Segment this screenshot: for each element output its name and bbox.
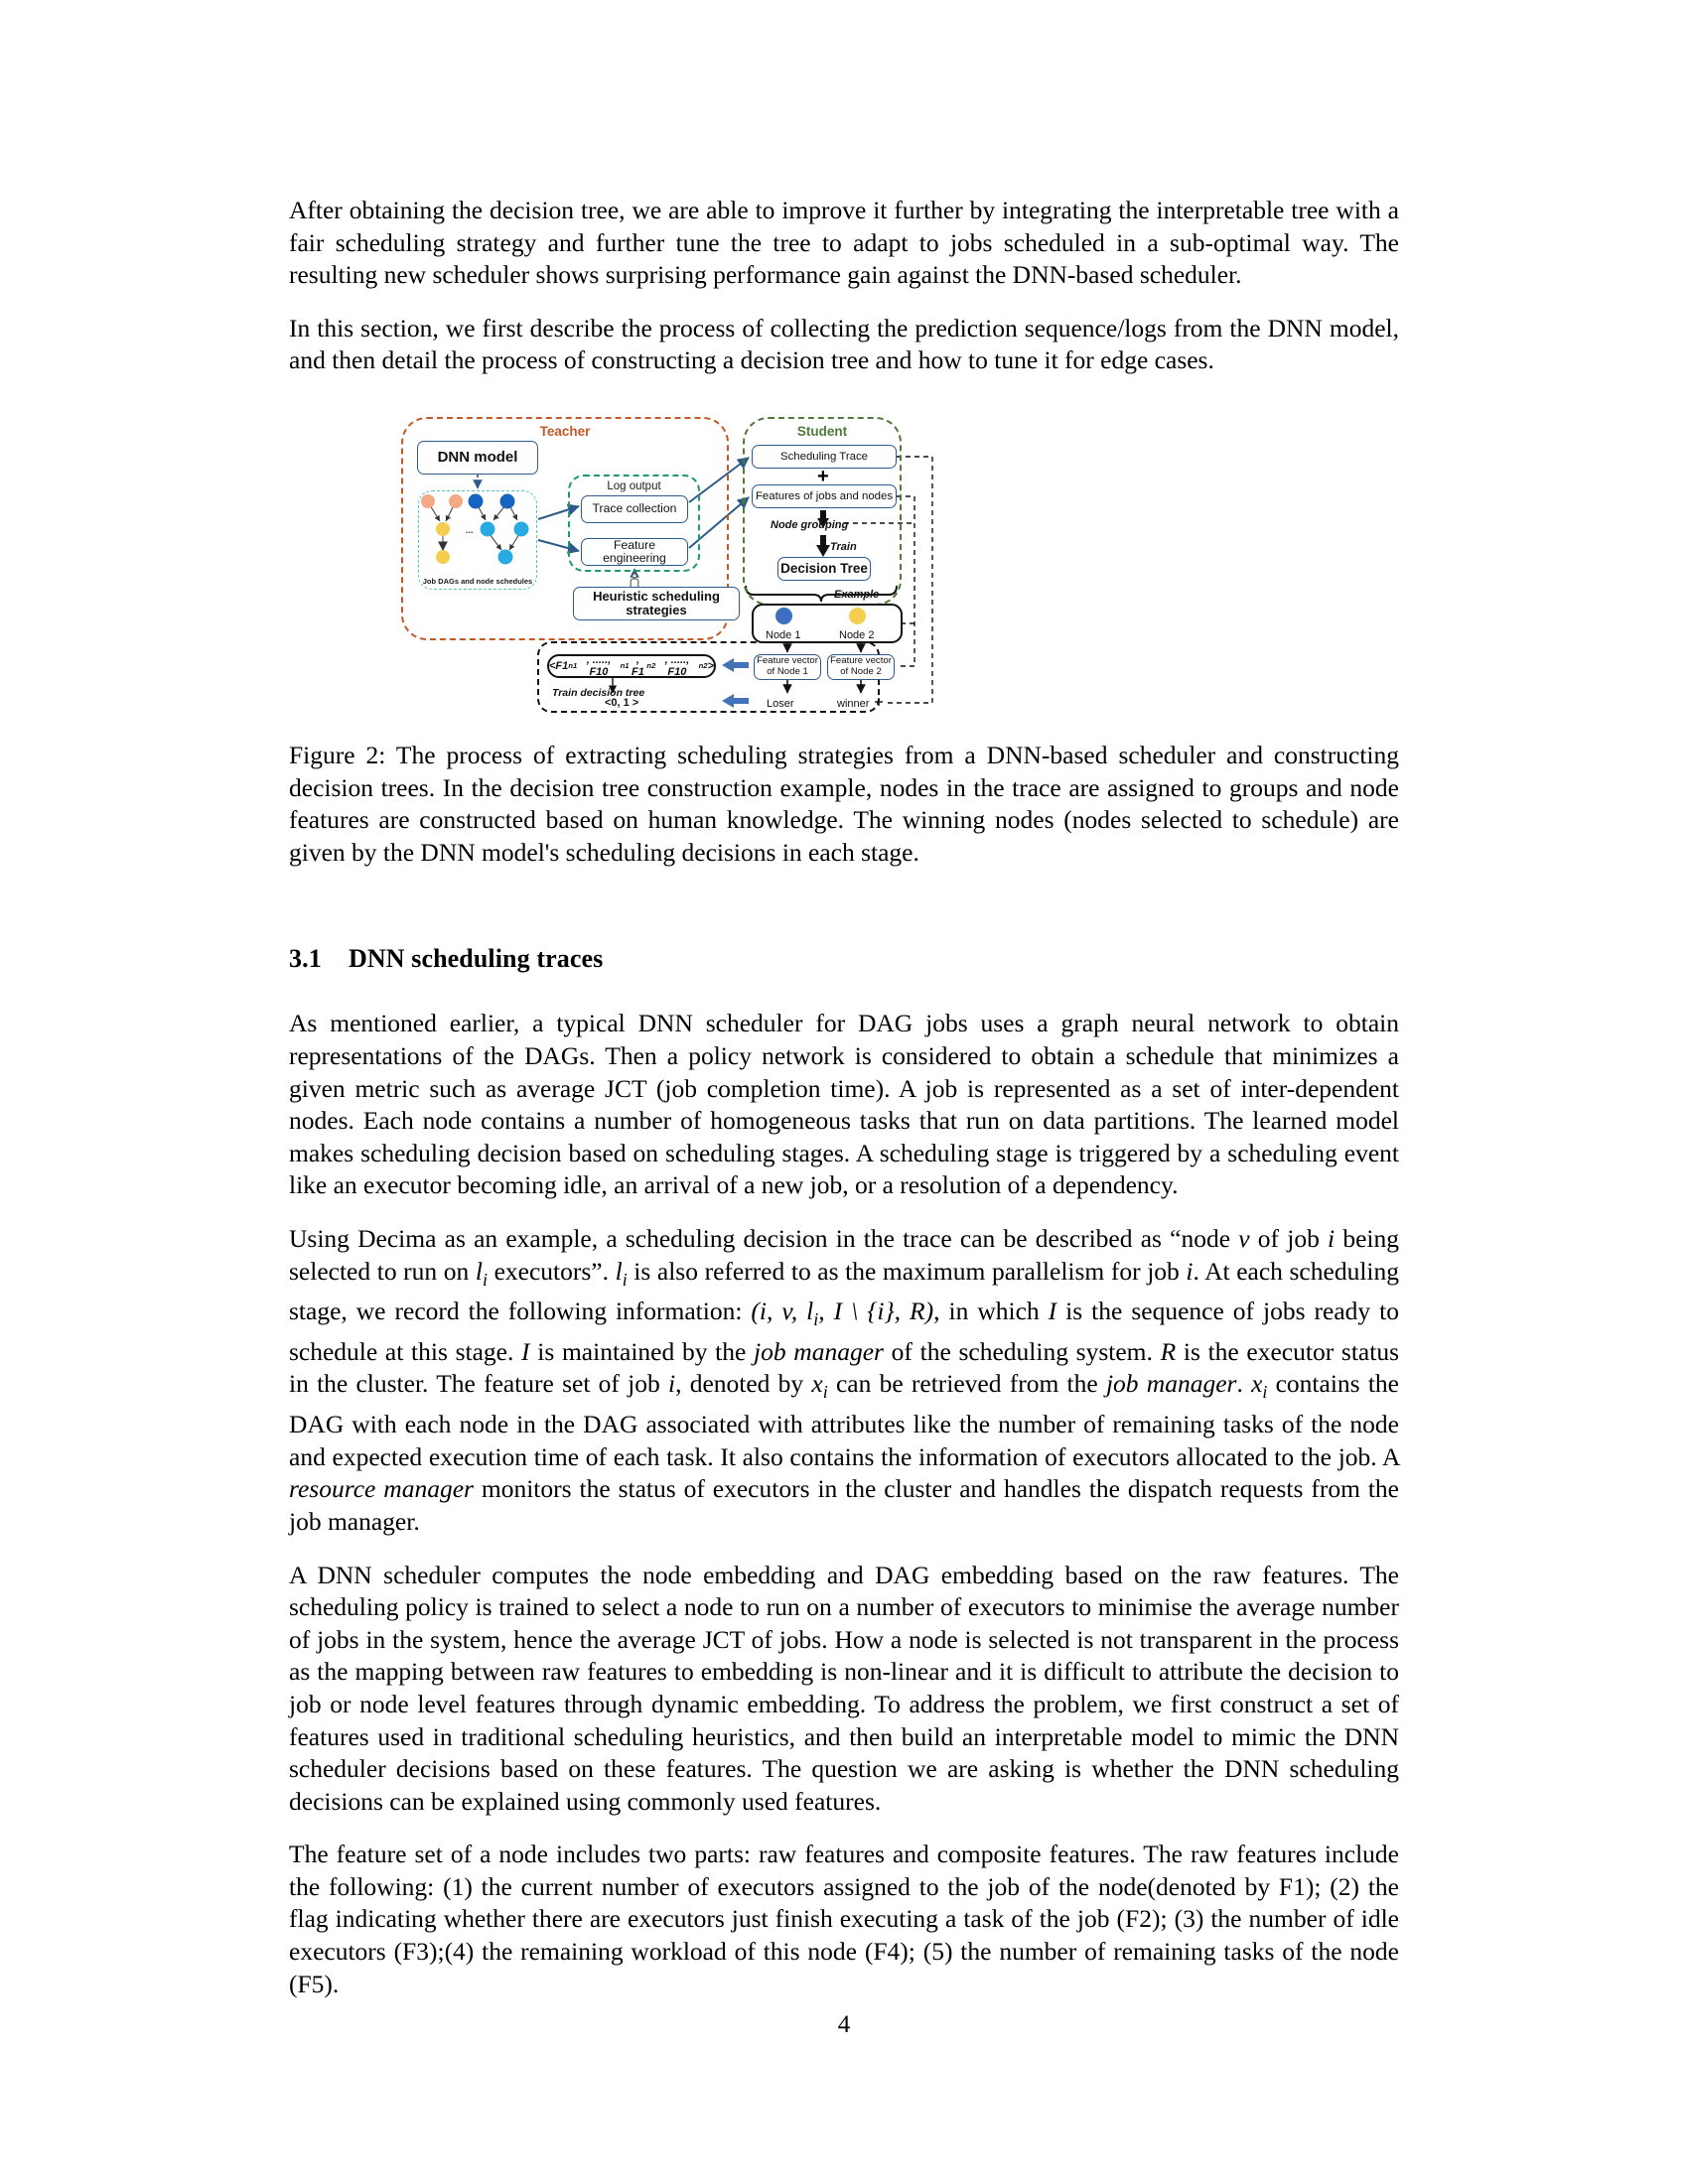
section-title: DNN scheduling traces bbox=[349, 944, 604, 974]
output-vector-label: <0, 1 > bbox=[605, 696, 639, 709]
body-paragraph-2: A DNN scheduler computes the node embedding and DAG embedding based on the raw features. The scheduling policy is trained to select a node to run on a number of executors to minimise the average number of jobs in the system, hence the average JCT of jobs. How a node is selected is not transparent in the process as the mapping between raw features to embedding is non-linear and it is difficult to attribute the decision to job or node level features through dynamic embedding. To address the problem, we first construct a set of features used in traditional scheduling heuristics, and then build an interpretable model to mimic the DNN scheduler decisions based on these features. The question we are asking is whether the DNN scheduling decisions can be explained using commonly used features. bbox=[289, 1560, 1399, 1816]
body-paragraph-3: The feature set of a node includes two parts: raw features and composite features. The raw features include the following: (1) the current number of executors assigned to the job of the node(denoted by F1); (2) the flag indicating whether there are executors just finish executing a task of the job (F2); (3) the number of idle executors (F3);(4) the remaining workload of this node (F4); (5) the number of remaining tasks of the node (F5). bbox=[289, 1840, 1399, 1998]
feature-vector-node1-box: Feature vector of Node 1 bbox=[754, 654, 821, 680]
decision-tree-box: Decision Tree bbox=[777, 557, 871, 581]
figure-2-caption: Figure 2: The process of extracting scheduling strategies from a DNN-based scheduler and constructing decision trees. In the decision tree construction example, nodes in the trace are assigned to groups and node features are constructed based on human knowledge. The winning nodes (nodes selected to schedule) are given by the DNN model's scheduling decisions in each stage. bbox=[289, 740, 1399, 867]
intro-paragraph-1: After obtaining the decision tree, we are able to improve it further by integrating the interpretable tree with a fair scheduling strategy and further tune the tree to adapt to jobs scheduled in a sub-optimal way. The resulting new scheduler shows surprising performance gain against the DNN-based scheduler. bbox=[289, 196, 1399, 290]
log-output-title: Log output bbox=[607, 479, 661, 492]
section-heading-3-1 bbox=[289, 944, 1399, 974]
figure-2-diagram bbox=[396, 403, 1012, 716]
svg-text:...: ... bbox=[466, 524, 474, 535]
scheduling-trace-box: Scheduling Trace bbox=[752, 445, 897, 469]
page-content bbox=[289, 195, 1399, 2021]
node-2-circle-icon bbox=[849, 608, 866, 624]
plus-icon: + bbox=[817, 465, 829, 487]
node-2-label: Node 2 bbox=[839, 628, 875, 641]
body-paragraph-decima: Using Decima as an example, a scheduling decision in the trace can be described as “node v of job i being selected to run on $l_i$ executors”. $l_i$ is also referred to as the maximum parallelism for job i. At each scheduling stage, we record the following information: (i, v, $l_i$, I \ {i}, R), in which I is the sequence of jobs ready to schedule at this stage. I is maintained by the job manager of the scheduling system. R is the executor status in the cluster. The feature set of job i, denoted by $x_i$ can be retrieved from the job manager. $x_i$ contains the DAG with each node in the DAG associated with attributes like the number of remaining tasks of the node and expected execution time of each task. It also contains the information of executors allocated to the job. A resource manager monitors the status of executors in the cluster and handles the dispatch requests from the job manager. bbox=[289, 1223, 1400, 1536]
job-dag-caption: Job DAGs and node schedules bbox=[422, 576, 533, 586]
feature-vector-node2-box: Feature vector of Node 2 bbox=[827, 654, 895, 680]
features-of-jobs-and-nodes-box: Features of jobs and nodes bbox=[752, 484, 897, 508]
figure-2 bbox=[289, 403, 1399, 716]
node-grouping-label: Node grouping bbox=[771, 518, 849, 531]
heuristic-scheduling-strategies-box: Heuristic scheduling strategies bbox=[573, 587, 740, 620]
intro-paragraph-2: In this section, we first describe the process of collecting the prediction sequence/logs from the DNN model, and then detail the process of constructing a decision tree and how to tune it for edge cases. bbox=[289, 313, 1399, 375]
winner-label: winner bbox=[837, 697, 870, 710]
feature-engineering-box: Feature engineering bbox=[581, 538, 688, 566]
dnn-model-box: DNN model bbox=[417, 441, 538, 475]
loser-label: Loser bbox=[767, 697, 794, 710]
train-decision-tree-label: Train decision tree bbox=[552, 686, 645, 699]
body-paragraph-1: As mentioned earlier, a typical DNN scheduler for DAG jobs uses a graph neural network to obtain representations of the DAGs. Then a policy network is considered to obtain a schedule that minimizes a given metric such as average JCT (job completion time). A job is represented as a set of inter-dependent nodes. Each node contains a number of homogeneous tasks that run on data partitions. The learned model makes scheduling decision based on scheduling stages. A scheduling stage is triggered by a scheduling event like an executor becoming idle, an arrival of a new job, or a resolution of a dependency. bbox=[289, 1009, 1399, 1200]
trace-collection-box: Trace collection bbox=[581, 495, 688, 523]
feature-vector-formula: <F1 n1 , ....., F10 n1 , F1 n2 , ....., F10 n2 > bbox=[549, 653, 714, 678]
job-dag-group bbox=[418, 490, 537, 590]
example-label: Example bbox=[834, 588, 880, 601]
student-group-title: Student bbox=[796, 423, 848, 439]
section-number: 3.1 bbox=[289, 944, 322, 974]
teacher-group-title: Teacher bbox=[539, 423, 591, 439]
train-label: Train bbox=[830, 540, 857, 553]
node-1-label: Node 1 bbox=[766, 628, 801, 641]
page-number: 4 bbox=[837, 2011, 851, 2038]
node-1-circle-icon bbox=[775, 608, 792, 624]
